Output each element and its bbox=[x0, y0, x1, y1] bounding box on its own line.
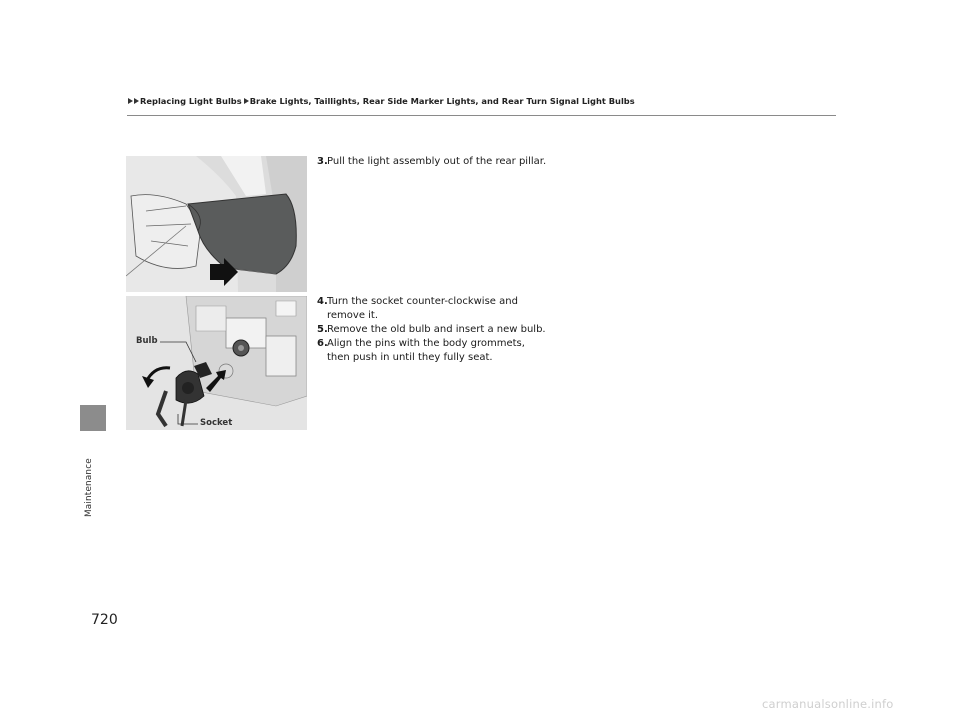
figure-light-assembly bbox=[126, 156, 307, 292]
step-text: Pull the light assembly out of the rear pillar. bbox=[327, 156, 547, 167]
page-number: 720 bbox=[91, 612, 118, 628]
step-number: 3. bbox=[317, 156, 328, 167]
breadcrumb bbox=[128, 94, 635, 108]
step-number: 4. bbox=[317, 296, 328, 307]
breadcrumb-arrow-icon bbox=[128, 98, 133, 104]
socket-label: Socket bbox=[200, 418, 233, 428]
step-text: Align the pins with the body grommets, then push in until they fully seat. bbox=[327, 338, 525, 363]
step-5 bbox=[317, 323, 617, 337]
step-3 bbox=[317, 155, 617, 169]
breadcrumb-item-brake-lights[interactable]: Brake Lights, Taillights, Rear Side Marker Lights, and Rear Turn Signal Light Bulbs bbox=[249, 96, 635, 106]
section-tab[interactable] bbox=[80, 405, 106, 431]
section-label: Maintenance bbox=[84, 458, 94, 517]
step-text: Turn the socket counter-clockwise and remove it. bbox=[327, 296, 518, 321]
figure-bulb-socket bbox=[126, 296, 307, 430]
breadcrumb-arrow-icon bbox=[244, 98, 249, 104]
header-divider bbox=[127, 115, 836, 116]
step-number: 5. bbox=[317, 324, 328, 335]
breadcrumb-item-replacing-light-bulbs[interactable]: Replacing Light Bulbs bbox=[140, 96, 242, 106]
step-list-1 bbox=[317, 155, 617, 169]
light-assembly-illustration bbox=[126, 156, 307, 292]
step-number: 6. bbox=[317, 338, 328, 349]
step-list-2 bbox=[317, 295, 617, 365]
bulb-socket-illustration bbox=[126, 296, 307, 430]
breadcrumb-arrow-icon bbox=[134, 98, 139, 104]
step-4 bbox=[317, 295, 617, 323]
step-6 bbox=[317, 337, 617, 365]
watermark: carmanualsonline.info bbox=[762, 697, 894, 711]
step-text: Remove the old bulb and insert a new bulb. bbox=[327, 324, 546, 335]
bulb-label: Bulb bbox=[136, 336, 158, 346]
